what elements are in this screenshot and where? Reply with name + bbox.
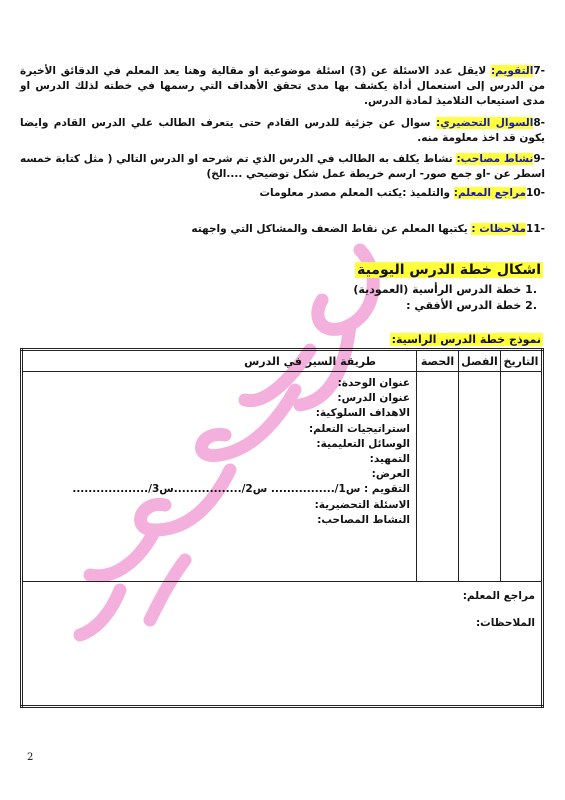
table-header-row [22,350,543,372]
line-evaluation: التقويم : س1/................ س2/.................س3/................... [72,483,410,496]
item-number: -9 [533,153,545,165]
line-accompanying-activity: النشاط المصاحب: [317,513,410,526]
item-text: والتلميذ :يكتب المعلم مصدر معلومات [259,187,454,199]
cell-date [501,372,543,582]
column-header-lesson-procedure: طريقة السير في الدرس [22,350,417,372]
line-behavioral-objectives: الاهداف السلوكية: [315,407,410,420]
item-preparatory-question [20,116,545,146]
column-header-period: الحصة [417,350,459,372]
item-text: سوال عن جزئية للدرس القادم حتى يتعرف الطالب علي الدرس القادم وايضا يكون قد اخذ معلومة منه. [20,117,545,144]
cell-period [417,372,459,582]
item-accompanying-activity [20,152,545,182]
item-teacher-references [20,186,545,201]
table-footer-row [22,582,543,707]
item-notes [20,222,545,237]
item-evaluation [20,64,545,109]
cell-lesson-procedure [22,372,417,582]
cell-class [459,372,501,582]
line-learning-strategies: استراتيجيات التعلم: [308,422,410,435]
page-number: 2 [27,752,34,763]
item-number: -7 [533,65,545,77]
section-heading: اشكال خطة الدرس اليومية [357,262,541,278]
item-label: ملاحظات : [471,223,527,235]
item-label: التقويم: [490,65,534,77]
item-label: مراجع المعلم: [453,187,527,199]
item-number: -10 [526,187,545,199]
model-title: نموذج خطة الدرس الراسية: [391,333,541,346]
notes-label: الملاحظات: [475,617,535,629]
list-item-text: خطة الدرس الرأسية (العمودية) [353,283,522,296]
item-label: السوال التحضيري: [435,117,534,129]
line-unit-title: عنوان الوحدة: [337,377,410,389]
line-preparatory-questions: الاسئلة التحضيرية: [314,498,410,511]
list-item [353,298,537,313]
item-number: -11 [526,223,545,235]
teacher-references-label: مراجع المعلم: [462,590,535,602]
lesson-procedure-lines [23,372,416,528]
item-text: لايقل عدد الاسئلة عن (3) اسئلة موضوعية او مقالية وهنا يعد المعلم في الدقائق الأخيرة من الدرس إلى استعمال أداة يكشف بها مدى تحقق الأهداف التي رسمها في خطته لذلك الدرس او مدى استيعاب التلاميذ لمادة الدرس. [20,65,545,107]
item-text: يكتبها المعلم عن نقاط الضعف والمشاكل التي واجهته [191,223,472,235]
list-item-number: .1 [525,283,537,296]
list-item-number: .2 [525,299,537,312]
references-notes-block [23,582,541,632]
list-item [353,282,537,297]
list-item-text: خطة الدرس الأفقي : [406,299,522,312]
column-header-class: الفصل [459,350,501,372]
line-introduction: التمهيد: [369,453,410,466]
line-lesson-title: عنوان الدرس: [337,392,410,405]
cell-references-notes [22,582,543,707]
item-number: -8 [533,117,545,129]
item-label: نشاط مصاحب: [456,153,534,165]
line-presentation: العرض: [371,468,410,481]
column-header-date: التاريخ [501,350,543,372]
line-teaching-aids: الوسائل التعليمية: [316,437,410,450]
table-body-row [22,372,543,582]
item-text: نشاط يكلف به الطالب في الدرس الذي تم شرحه او الدرس التالي ( مثل كتابة خمسه اسطر عن -او جمع صور- ارسم خريطة عمل شكل توضيحي ....الخ) [20,153,545,180]
plan-types-list [353,282,537,314]
lesson-plan-table [20,348,544,708]
